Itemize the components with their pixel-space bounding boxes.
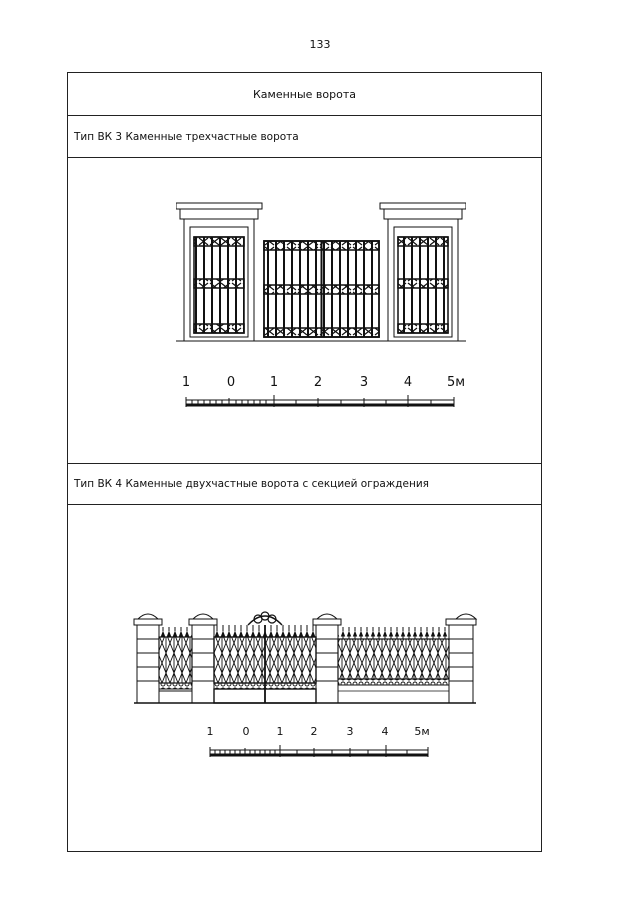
two-part-stone-gate-with-fence-drawing bbox=[130, 603, 478, 708]
document-table bbox=[67, 72, 542, 852]
scale-label: 1 bbox=[269, 375, 279, 390]
scale-label: 5м bbox=[446, 375, 466, 390]
scale-label: 5м bbox=[414, 725, 430, 738]
scale-label: 2 bbox=[310, 725, 318, 738]
scale-label: 3 bbox=[346, 725, 354, 738]
section-1-type-label: Тип ВК 3 Каменные трехчастные ворота bbox=[68, 116, 541, 158]
table-title: Каменные ворота bbox=[68, 73, 541, 116]
section-2-scale-labels bbox=[206, 725, 432, 741]
scale-label: 0 bbox=[242, 725, 250, 738]
section-1-scale-bar bbox=[184, 395, 456, 409]
two-part-stone-gate-with-fence-icon bbox=[130, 603, 478, 708]
scale-label: 3 bbox=[359, 375, 369, 390]
scale-label: 1 bbox=[276, 725, 284, 738]
scale-bar-icon bbox=[184, 395, 456, 409]
scale-label: 0 bbox=[226, 375, 236, 390]
page-number: 133 bbox=[309, 38, 331, 51]
scale-label: 1 bbox=[206, 725, 214, 738]
scale-label: 1 bbox=[181, 375, 191, 390]
three-part-stone-gate-icon bbox=[176, 201, 466, 346]
three-part-stone-gate-drawing bbox=[176, 201, 466, 346]
section-2-scale-bar bbox=[208, 745, 430, 759]
section-2-type-label: Тип ВК 4 Каменные двухчастные ворота с секцией ограждения bbox=[68, 463, 541, 505]
scale-bar-icon bbox=[208, 745, 430, 759]
scale-label: 4 bbox=[381, 725, 389, 738]
scale-label: 2 bbox=[313, 375, 323, 390]
scale-label: 4 bbox=[403, 375, 413, 390]
section-1-scale-labels bbox=[181, 375, 466, 391]
